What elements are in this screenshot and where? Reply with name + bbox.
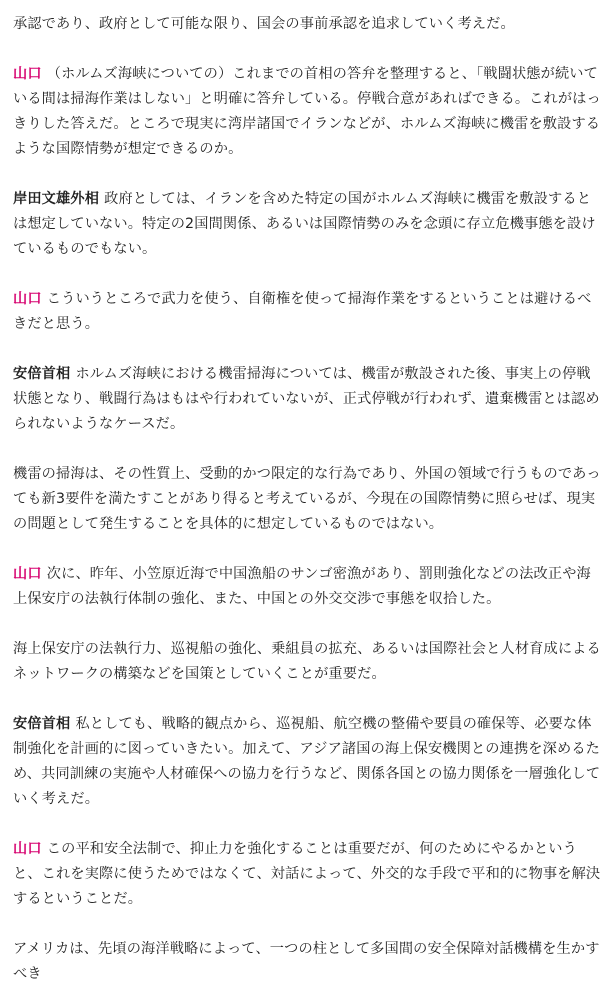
paragraph-text: この平和安全法制で、抑止力を強化することは重要だが、何のためにやるかというと、これを実際に使うためではなくて、対話によって、外交的な手段で平和的に物事を解決するということだ。 [13, 841, 601, 907]
paragraph-7 [13, 562, 603, 612]
paragraph-text: 機雷の掃海は、その性質上、受動的かつ限定的な行為であり、外国の領域で行うものであっても新3要件を満たすことがあり得ると考えているが、今現在の国際情勢に照らせば、現実の問題として発生することを具体的に想定しているものではない。 [13, 466, 601, 532]
article-body [13, 0, 603, 987]
paragraph-11 [13, 937, 603, 987]
paragraph-text: 私としても、戦略的観点から、巡視船、航空機の整備や要員の確保等、必要な体制強化を計画的に図っていきたい。加えて、アジア諸国の海上保安機関との連携を深めるため、共同訓練の実施や人材確保への協力を行うなど、関係各国との協力関係を一層強化していく考えだ。 [13, 716, 601, 807]
speaker-yamaguchi: 山口 [13, 66, 47, 82]
speaker-kishida: 岸田文雄外相 [13, 191, 105, 207]
paragraph-4 [13, 287, 603, 337]
speaker-yamaguchi: 山口 [13, 291, 47, 307]
paragraph-5 [13, 362, 603, 437]
speaker-yamaguchi: 山口 [13, 841, 47, 857]
paragraph-6 [13, 462, 603, 537]
paragraph-text: 承認であり、政府として可能な限り、国会の事前承認を追求していく考えだ。 [13, 16, 515, 32]
speaker-abe: 安倍首相 [13, 716, 76, 732]
paragraph-text: アメリカは、先頃の海洋戦略によって、一つの柱として多国間の安全保障対話機構を生かすべき [13, 941, 600, 982]
paragraph-text: 海上保安庁の法執行力、巡視船の強化、乗組員の拡充、あるいは国際社会と人材育成によるネットワークの構築などを国策としていくことが重要だ。 [13, 641, 601, 682]
paragraph-1 [13, 12, 603, 37]
paragraph-text: ホルムズ海峡における機雷掃海については、機雷が敷設された後、事実上の停戦状態となり、戦闘行為はもはや行われていないが、正式停戦が行われず、遺棄機雷とは認められないようなケースだ。 [13, 366, 600, 432]
paragraph-8 [13, 637, 603, 687]
paragraph-text: （ホルムズ海峡についての）これまでの首相の答弁を整理すると、「戦闘状態が続いている間は掃海作業はしない」と明確に答弁している。停戦合意があればできる。これがはっきりした答えだ。ところで現実に湾岸諸国でイランなどが、ホルムズ海峡に機雷を敷設するような国際情勢が想定できるのか。 [13, 66, 601, 157]
speaker-yamaguchi: 山口 [13, 566, 47, 582]
speaker-abe: 安倍首相 [13, 366, 76, 382]
paragraph-2 [13, 62, 603, 162]
paragraph-10 [13, 837, 603, 912]
paragraph-text: 次に、昨年、小笠原近海で中国漁船のサンゴ密漁があり、罰則強化などの法改正や海上保安庁の法執行体制の強化、また、中国との外交交渉で事態を収拾した。 [13, 566, 591, 607]
paragraph-9 [13, 712, 603, 812]
paragraph-3 [13, 187, 603, 262]
paragraph-text: こういうところで武力を使う、自衛権を使って掃海作業をするということは避けるべきだと思う。 [13, 291, 592, 332]
paragraph-text: 政府としては、イランを含めた特定の国がホルムズ海峡に機雷を敷設するとは想定していない。特定の2国間関係、あるいは国際情勢のみを念頭に存立危機事態を設けているものでもない。 [13, 191, 596, 257]
